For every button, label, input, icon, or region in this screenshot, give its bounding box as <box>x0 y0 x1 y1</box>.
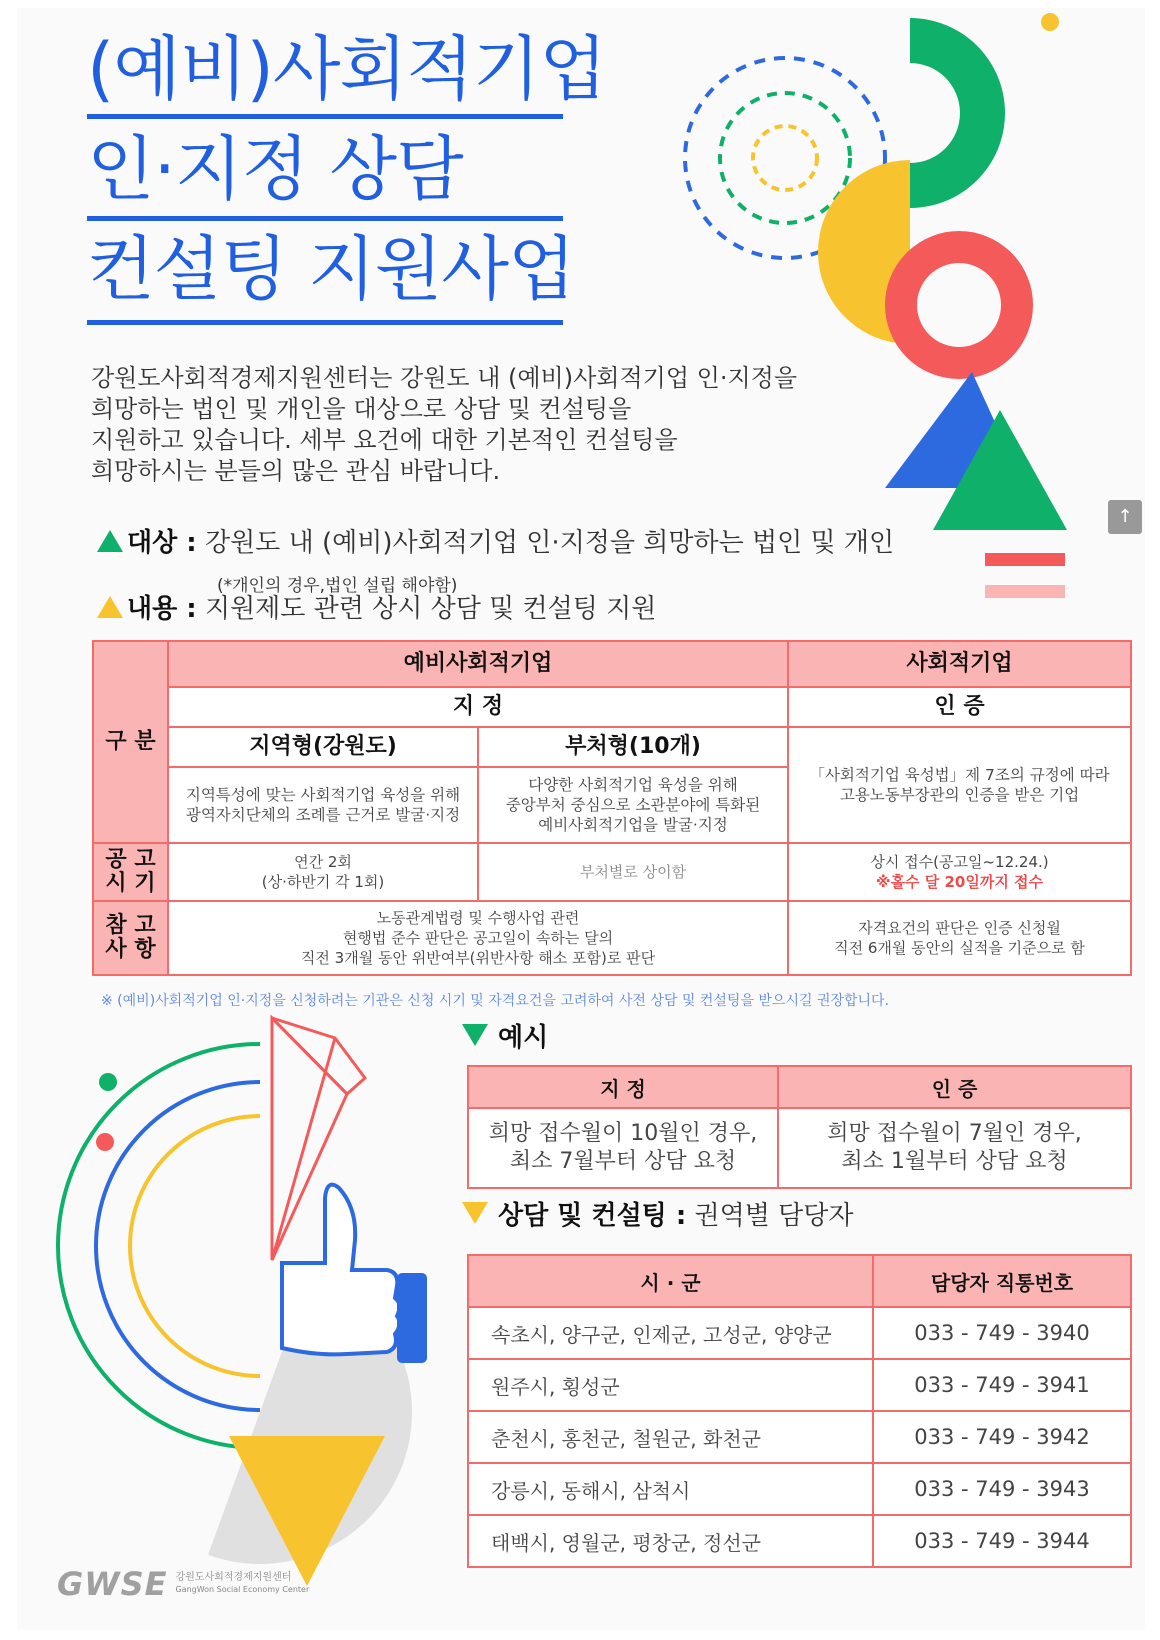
dot-yellow-top <box>1041 13 1059 31</box>
cell-line: (상·하반기 각 1회) <box>261 873 385 891</box>
region-cell: 춘천시, 홍천군, 철원군, 화천군 <box>468 1411 873 1463</box>
pink-bar <box>985 585 1065 598</box>
thumbs-cuff <box>397 1273 427 1363</box>
social-desc <box>788 727 1131 843</box>
target-text: 강원도 내 (예비)사회적기업 인·지정을 희망하는 법인 및 개인 <box>196 528 895 558</box>
content-text: 지원제도 관련 상시 상담 및 컨설팅 지원 <box>196 594 657 624</box>
logo-mark: GWSE <box>57 1565 168 1603</box>
dashed-circle-yellow <box>753 126 817 190</box>
example-certification-value <box>778 1108 1131 1188</box>
phone-cell: 033 - 749 - 3944 <box>873 1515 1131 1567</box>
desc-line: 광역자치단체의 조례를 근거로 발굴·지정 <box>185 806 461 824</box>
title-rule-1 <box>87 114 563 119</box>
region-cell: 속초시, 양구군, 인제군, 고성군, 양양군 <box>468 1307 873 1359</box>
title-rule-3 <box>87 320 563 325</box>
intro-line: 지원하고 있습니다. 세부 요건에 대한 기본적인 컨설팅을 <box>91 426 678 454</box>
intro-paragraph <box>91 363 851 487</box>
value-line: 최소 1월부터 상담 요청 <box>841 1149 1068 1174</box>
cell-line: 직전 6개월 동안의 실적을 기준으로 함 <box>834 939 1085 957</box>
scroll-top-button[interactable] <box>1108 500 1142 534</box>
designation-header: 지 정 <box>168 687 788 727</box>
col-region: 시 · 군 <box>468 1255 873 1307</box>
content-bullet <box>97 593 656 625</box>
cell-line: 연간 2회 <box>294 853 352 871</box>
ministry-desc <box>478 767 788 843</box>
contacts-table <box>467 1254 1132 1568</box>
green-triangle-icon <box>97 530 123 552</box>
table-row <box>468 1515 1131 1567</box>
arc-green <box>58 1044 260 1448</box>
region-cell: 강릉시, 동해시, 삼척시 <box>468 1463 873 1515</box>
gubun-cell: 구 분 <box>93 641 168 843</box>
cell-line: 노동관계법령 및 수행사업 관련 <box>376 909 580 927</box>
region-cell: 원주시, 횡성군 <box>468 1359 873 1411</box>
green-triangle-down-icon <box>462 1024 488 1046</box>
desc-line: 예비사회적기업을 발굴·지정 <box>538 816 728 834</box>
red-bar <box>985 553 1065 566</box>
table-row <box>468 1463 1131 1515</box>
poster <box>17 8 1145 1630</box>
social-header: 사회적기업 <box>788 641 1131 687</box>
side-line: 사 항 <box>105 937 156 962</box>
region-cell: 태백시, 영월군, 평창군, 정선군 <box>468 1515 873 1567</box>
arrow-up-icon: ↑ <box>1117 506 1133 527</box>
arc-yellow <box>130 1116 260 1376</box>
desc-line: 「사회적기업 육성법」제 7조의 규정에 따라 <box>809 766 1110 784</box>
value-line: 희망 접수월이 7월인 경우, <box>827 1121 1082 1146</box>
col-phone: 담당자 직통번호 <box>873 1255 1131 1307</box>
thumbs-up-icon <box>282 1185 400 1355</box>
cell-line: 현행법 준수 판단은 공고일이 속하는 달의 <box>342 929 614 947</box>
desc-line: 중앙부처 중심으로 소관분야에 특화된 <box>505 796 761 814</box>
center-logo <box>57 1565 309 1603</box>
value-line: 최소 7월부터 상담 요청 <box>509 1149 737 1174</box>
content-label: 내용 : <box>127 594 197 624</box>
certification-header: 인 증 <box>788 687 1131 727</box>
side-line: 시 기 <box>105 871 156 896</box>
table-row <box>468 1359 1131 1411</box>
pre-social-header: 예비사회적기업 <box>168 641 788 687</box>
contacts-heading <box>462 1200 853 1232</box>
logo-text <box>175 1572 309 1596</box>
logo-name-en: GangWon Social Economy Center <box>175 1585 310 1594</box>
comparison-table <box>92 640 1132 976</box>
cell-line: 상시 접수(공고일~12.24.) <box>870 853 1049 871</box>
ministry-header: 부처형(10개) <box>478 727 788 767</box>
title-line-2: 인·지정 상담 <box>87 128 463 210</box>
table-row <box>468 1307 1131 1359</box>
red-ring <box>901 247 1017 363</box>
side-line: 공 고 <box>105 847 156 872</box>
example-heading-text: 예시 <box>498 1023 549 1053</box>
yellow-triangle-icon <box>97 596 123 618</box>
table-row <box>468 1411 1131 1463</box>
contacts-heading-rest: 권역별 담당자 <box>686 1201 854 1231</box>
footnote: ※ (예비)사회적기업 인·지정을 신청하려는 기관은 신청 시기 및 자격요건을 고려하여 사전 상담 및 컨설팅을 받으시길 권장합니다. <box>101 993 890 1009</box>
phone-cell: 033 - 749 - 3942 <box>873 1411 1131 1463</box>
arc-blue <box>96 1082 260 1410</box>
target-label: 대상 : <box>127 528 197 558</box>
logo-name-ko: 강원도사회적경제지원센터 <box>175 1572 292 1583</box>
prism-top <box>272 1018 365 1094</box>
reference-label <box>93 901 168 975</box>
example-table <box>467 1065 1132 1189</box>
notice-regional <box>168 843 478 901</box>
regional-header: 지역형(강원도) <box>168 727 478 767</box>
dot-green <box>99 1073 117 1091</box>
target-note: (*개인의 경우,법인 설립 해야함) <box>217 576 458 596</box>
example-col-certification: 인 증 <box>778 1066 1131 1108</box>
reference-social <box>788 901 1131 975</box>
intro-line: 희망하시는 분들의 많은 관심 바랍니다. <box>91 457 501 485</box>
intro-line: 강원도사회적경제지원센터는 강원도 내 (예비)사회적기업 인·지정을 <box>91 364 798 392</box>
notice-label <box>93 843 168 901</box>
target-bullet <box>97 527 894 559</box>
example-designation-value <box>468 1108 778 1188</box>
side-line: 참 고 <box>105 913 156 938</box>
dot-red <box>96 1133 114 1151</box>
intro-line: 희망하는 법인 및 개인을 대상으로 상담 및 컨설팅을 <box>91 395 632 423</box>
phone-cell: 033 - 749 - 3940 <box>873 1307 1131 1359</box>
value-line: 희망 접수월이 10월인 경우, <box>488 1121 758 1146</box>
desc-line: 고용노동부장관의 인증을 받은 기업 <box>839 786 1080 804</box>
title-rule-2 <box>87 216 563 221</box>
notice-ministry: 부처별로 상이함 <box>478 843 788 901</box>
red-note: ※홀수 달 20일까지 접수 <box>875 873 1044 891</box>
dashed-circle-green <box>720 93 850 223</box>
phone-cell: 033 - 749 - 3941 <box>873 1359 1131 1411</box>
cell-line: 자격요건의 판단은 인증 신청월 <box>858 919 1061 937</box>
regional-desc <box>168 767 478 843</box>
example-col-designation: 지 정 <box>468 1066 778 1108</box>
desc-line: 다양한 사회적기업 육성을 위해 <box>528 776 738 794</box>
phone-cell: 033 - 749 - 3943 <box>873 1463 1131 1515</box>
notice-social <box>788 843 1131 901</box>
title-line-3: 컨설팅 지원사업 <box>87 228 575 310</box>
yellow-triangle-down-icon <box>462 1202 488 1224</box>
green-half-ring <box>910 18 1005 208</box>
contacts-heading-bold: 상담 및 컨설팅 : <box>498 1201 687 1231</box>
reference-pre <box>168 901 788 975</box>
example-heading <box>462 1022 548 1054</box>
title-line-1: (예비)사회적기업 <box>87 28 606 110</box>
desc-line: 지역특성에 맞는 사회적기업 육성을 위해 <box>185 786 461 804</box>
cell-line: 직전 3개월 동안 위반여부(위반사항 해소 포함)로 판단 <box>300 949 656 967</box>
